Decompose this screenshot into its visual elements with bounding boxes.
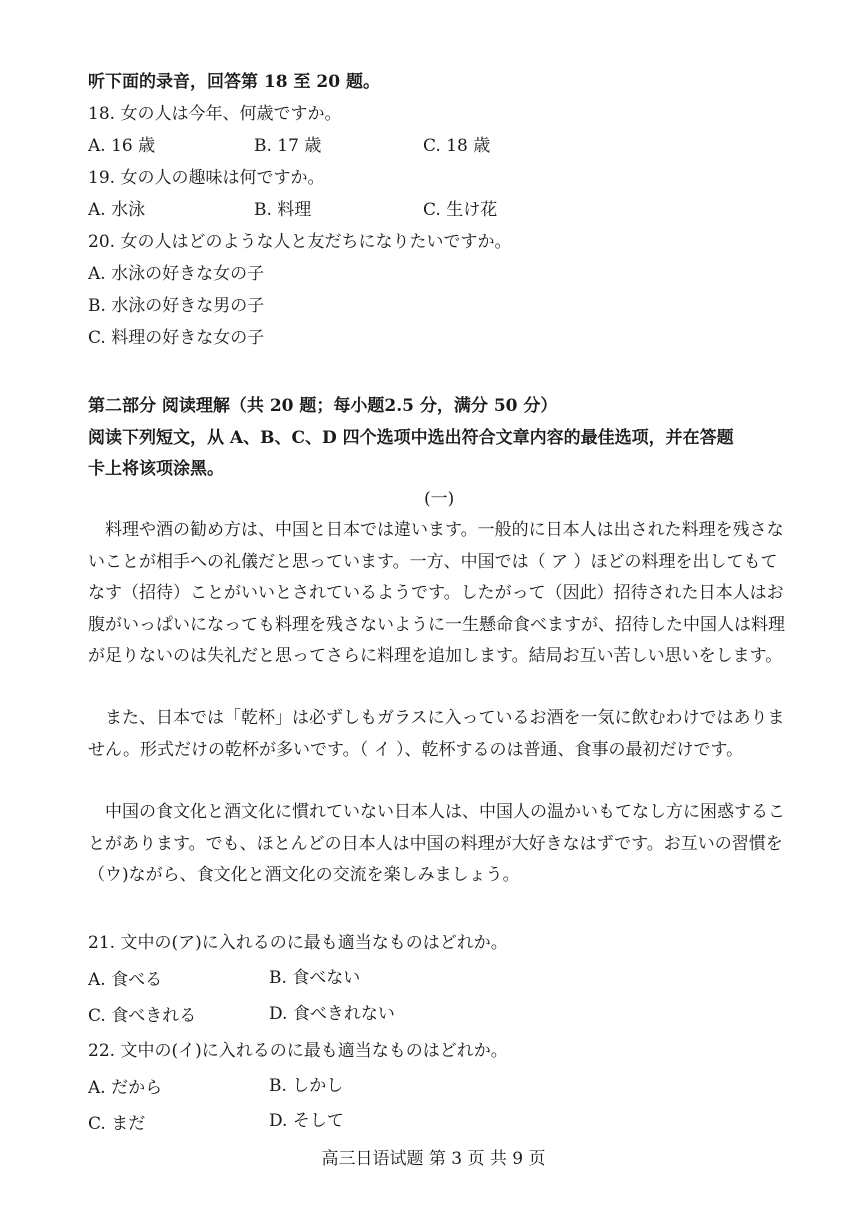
question-18-option-c: C. 18 歳 (423, 136, 491, 156)
question-20-option-a: A. 水泳の好きな女の子 (88, 264, 265, 284)
reading-instruction-line1: 阅读下列短文，从 A、B、C、D 四个选项中选出符合文章内容的最佳选项，并在答题 (88, 428, 734, 448)
question-20-option-c: C. 料理の好きな女の子 (88, 328, 265, 348)
question-19-stem: 19. 女の人の趣味は何ですか。 (88, 168, 325, 188)
question-21-option-b: B. 食べない (269, 968, 361, 988)
passage-number: (一) (424, 489, 455, 509)
question-20-option-b: B. 水泳の好きな男の子 (88, 296, 265, 316)
question-19-option-c: C. 生け花 (423, 200, 498, 220)
question-18-option-b: B. 17 歳 (254, 136, 322, 156)
reading-section-header: 第二部分 阅读理解（共 20 题；每小题2.5 分，满分 50 分） (88, 396, 558, 416)
page-footer: 高三日语试题 第 3 页 共 9 页 (321, 1149, 546, 1169)
passage-paragraph-2: また、日本では「乾杯」は必ずしもガラスに入っているお酒を一気に飲むわけではありません。形式だけの乾杯が多いです。（ イ ）、乾杯するのは普通、食事の最初だけです。 (88, 708, 785, 760)
question-22-option-d: D. そして (269, 1111, 344, 1131)
listening-instruction: 听下面的录音，回答第 18 至 20 题。 (88, 72, 380, 92)
passage-paragraph-1: 料理や酒の勧め方は、中国と日本では違います。一般的に日本人は出された料理を残さないことが相手への礼儀だと思っています。一方、中国では（ ア ）ほどの料理を出してもてなす（招待）ことがいいとされているようです。したがって（因此）招待された日本人はお腹がいっぱいになっても料理を残さないように一生懸命食べますが、招待した中国人は料理が足りないのは失礼だと思ってさらに料理を追加します。結局お互い苦しい思いをします。 (88, 520, 785, 666)
question-19-option-a: A. 水泳 (88, 200, 146, 220)
question-22-option-b: B. しかし (269, 1076, 344, 1096)
reading-instruction-line2: 卡上将该项涂黑。 (88, 459, 224, 479)
question-21-option-c: C. 食べきれる (88, 1006, 197, 1026)
question-22-option-a: A. だから (88, 1078, 163, 1098)
question-21-option-d: D. 食べきれない (269, 1004, 395, 1024)
question-21-option-a: A. 食べる (88, 970, 163, 990)
question-19-option-b: B. 料理 (254, 200, 312, 220)
question-18-stem: 18. 女の人は今年、何歳ですか。 (88, 104, 342, 124)
question-20-stem: 20. 女の人はどのような人と友だちになりたいですか。 (88, 232, 512, 252)
question-22-option-c: C. まだ (88, 1114, 146, 1134)
question-22-stem: 22. 文中の(イ)に入れるのに最も適当なものはどれか。 (88, 1041, 508, 1061)
question-18-option-a: A. 16 歳 (88, 136, 156, 156)
question-21-stem: 21. 文中の(ア)に入れるのに最も適当なものはどれか。 (88, 933, 508, 953)
passage-paragraph-3: 中国の食文化と酒文化に慣れていない日本人は、中国人の温かいもてなし方に困惑することがあります。でも、ほとんどの日本人は中国の料理が大好きなはずです。お互いの習慣を（ウ)ながら、食文化と酒文化の交流を楽しみましょう。 (88, 802, 785, 885)
